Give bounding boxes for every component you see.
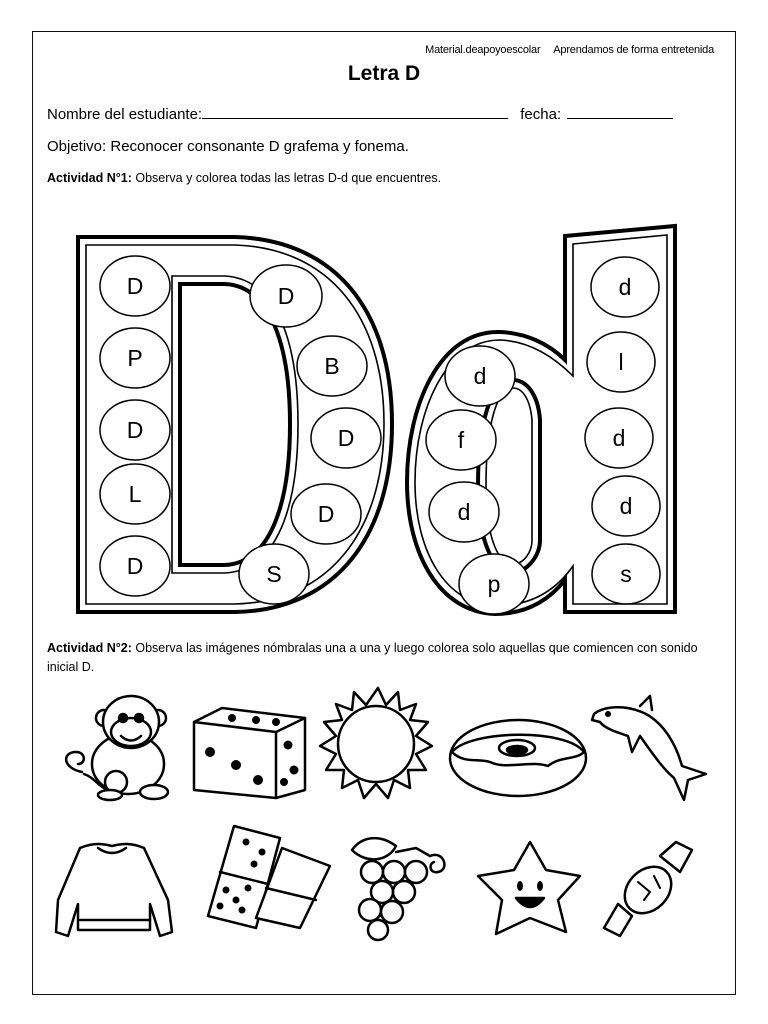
grapes-icon[interactable] xyxy=(352,838,444,940)
date-label: fecha: xyxy=(520,106,562,123)
star-icon[interactable] xyxy=(478,842,580,934)
monkey-icon[interactable] xyxy=(66,696,168,800)
bubble-letter: S xyxy=(266,561,282,587)
site-name: Material.deapoyoescolar xyxy=(425,44,541,56)
bubble-letter: s xyxy=(620,561,632,587)
bubble-letter: d xyxy=(618,274,632,300)
activity2-text: Observa las imágenes nómbralas una a una y luego colorea solo aquellas que comiencen con sonido inicial D. xyxy=(47,641,698,674)
bubble-letter: D xyxy=(277,283,295,309)
site-tagline: Aprendamos de forma entretenida xyxy=(553,44,714,56)
bubble-letter: B xyxy=(324,353,340,379)
bubble-letter: D xyxy=(317,501,335,527)
bubble-letter: D xyxy=(126,553,144,579)
candy-icon[interactable] xyxy=(604,842,692,936)
page-title: Letra D xyxy=(347,62,421,85)
dice-icon[interactable] xyxy=(194,708,305,798)
bubble-letter: d xyxy=(619,493,633,519)
bubble-letter: d xyxy=(457,499,471,525)
bubble-letter: D xyxy=(337,425,355,451)
bubble-letter: D xyxy=(126,417,144,443)
activity1-text: Observa y colorea todas las letras D-d que encuentres. xyxy=(131,171,442,185)
objective-text: Objetivo: Reconocer consonante D grafema y fonema. xyxy=(47,138,409,155)
sweater-icon[interactable] xyxy=(56,844,172,936)
bubble-letter: d xyxy=(473,363,487,389)
bubble-letter: f xyxy=(457,427,465,453)
bubble-letter: p xyxy=(487,571,501,597)
bubble-letter: d xyxy=(612,425,626,451)
bubble-letter: l xyxy=(618,349,624,375)
sun-icon[interactable] xyxy=(320,688,432,798)
student-name-label: Nombre del estudiante: xyxy=(47,106,203,123)
bubble-letter: P xyxy=(127,345,143,371)
activity2-label: Actividad N°2: xyxy=(47,641,132,655)
bubble-letter: D xyxy=(126,273,144,299)
donut-icon[interactable] xyxy=(450,720,586,796)
domino-icon[interactable] xyxy=(208,826,330,928)
dolphin-icon[interactable] xyxy=(592,696,706,800)
activity1-label: Actividad N°1: xyxy=(47,171,132,185)
bubble-letter: L xyxy=(128,481,142,507)
